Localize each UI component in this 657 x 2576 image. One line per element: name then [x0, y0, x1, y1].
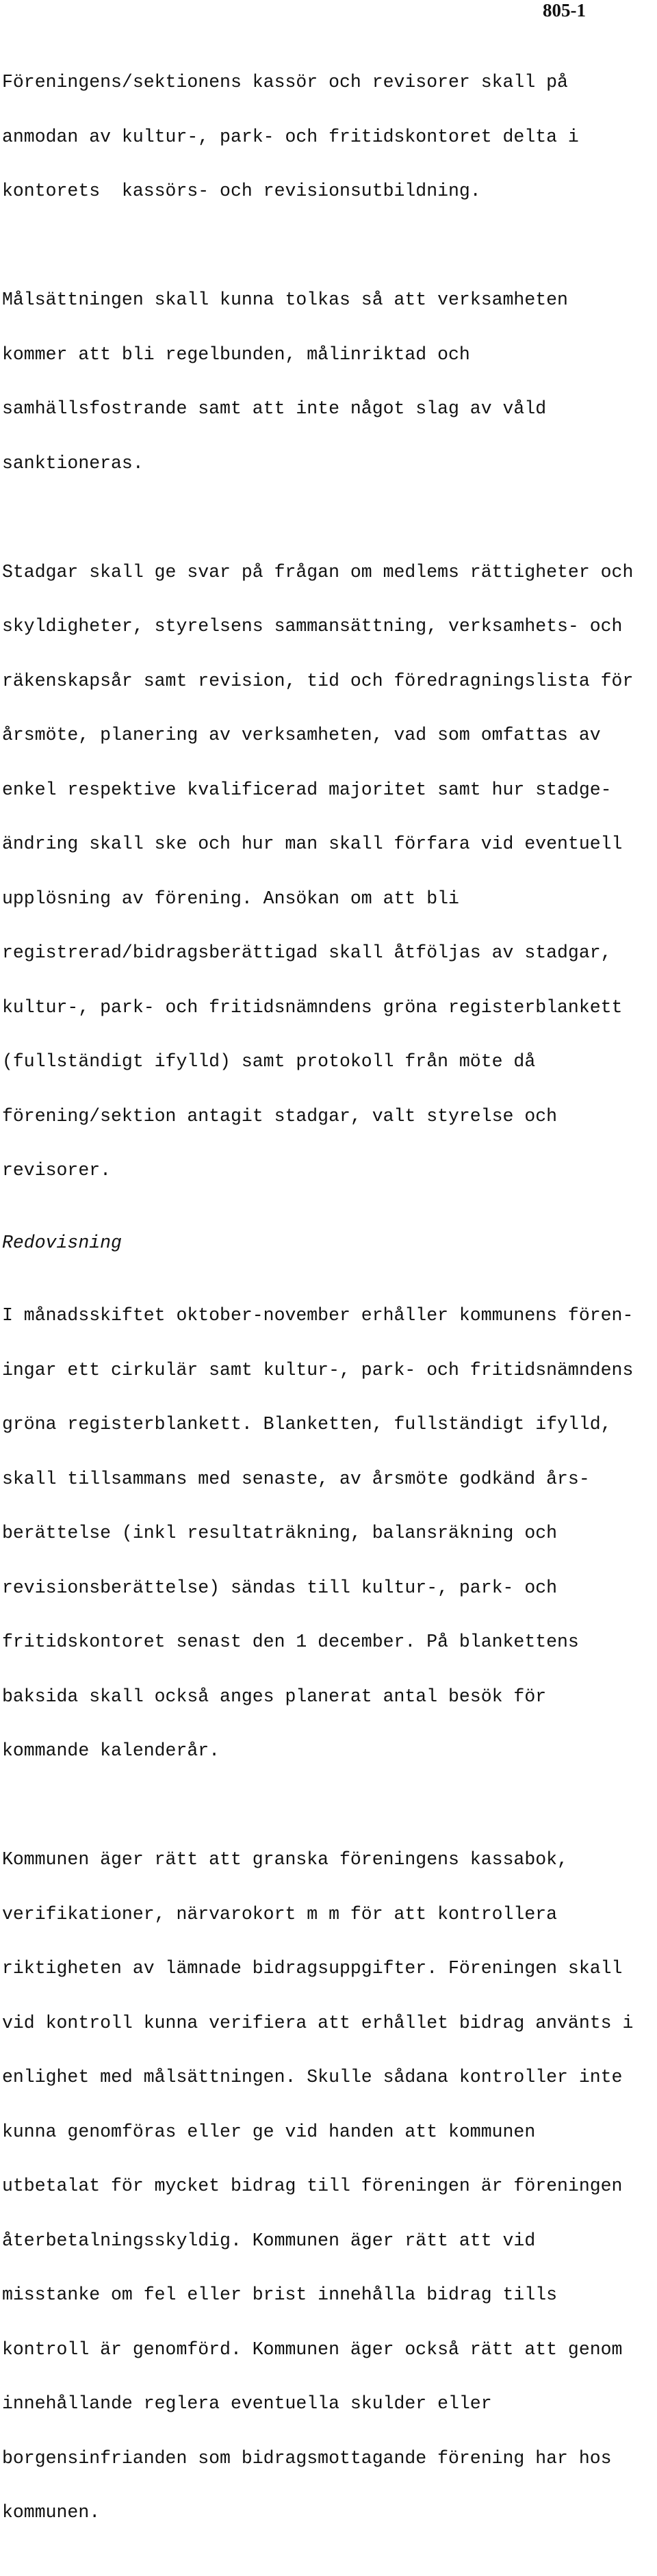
paragraph-stadgar [2, 527, 657, 1216]
text-line: upplösning av förening. Ansökan om att bli [2, 888, 459, 909]
text-line: misstanke om fel eller brist innehålla bidrag tills [2, 2284, 558, 2305]
document-body [2, 37, 657, 2576]
text-line: anmodan av kultur-, park- och fritidskontoret delta i [2, 126, 579, 147]
text-line: Kommunen äger rätt att granska föreningens kassabok, [2, 1849, 568, 1870]
page-number: 805-1 [543, 0, 586, 21]
text-line: samhällsfostrande samt att inte något slag av våld [2, 398, 547, 419]
text-line: kommunen. [2, 2502, 101, 2523]
text-line: baksida skall också anges planerat antal besök för [2, 1686, 547, 1707]
text-line: I månadsskiftet oktober-november erhåller kommunens fören- [2, 1305, 634, 1326]
text-line: fritidskontoret senast den 1 december. På blankettens [2, 1632, 579, 1652]
paragraph-malsattning [2, 255, 657, 508]
text-line: revisionsberättelse) sändas till kultur-, park- och [2, 1577, 558, 1598]
text-line: ändring skall ske och hur man skall förfara vid eventuell [2, 834, 623, 854]
text-line: ingar ett cirkulär samt kultur-, park- och fritidsnämndens [2, 1359, 634, 1380]
paragraph-redovisning [2, 1270, 657, 1796]
text-line: enlighet med målsättningen. Skulle sådana kontroller inte [2, 2067, 623, 2087]
text-line: vid kontroll kunna verifiera att erhållet bidrag använts i [2, 2012, 634, 2033]
text-line: kunna genomföras eller ge vid handen att kommunen [2, 2121, 536, 2142]
text-line: förening/sektion antagit stadgar, valt styrelse och [2, 1105, 558, 1126]
text-line: skall tillsammans med senaste, av årsmöte godkänd års- [2, 1468, 590, 1489]
text-line: kommande kalenderår. [2, 1740, 220, 1761]
text-line: (fullständigt ifylld) samt protokoll från möte då [2, 1051, 536, 1072]
text-line: enkel respektive kvalificerad majoritet samt hur stadge- [2, 779, 612, 800]
text-line: innehållande reglera eventuella skulder eller [2, 2393, 492, 2414]
text-line: kultur-, park- och fritidsnämndens gröna registerblankett [2, 996, 623, 1018]
text-line: årsmöte, planering av verksamheten, vad som omfattas av [2, 725, 601, 745]
text-line: räkenskapsår samt revision, tid och föredragningslista för [2, 670, 634, 691]
text-line: borgensinfrianden som bidragsmottagande förening har hos [2, 2447, 612, 2469]
text-line: Målsättningen skall kunna tolkas så att verksamheten [2, 289, 568, 310]
text-line: skyldigheter, styrelsens sammansättning, verksamhets- och [2, 616, 623, 636]
text-line: återbetalningsskyldig. Kommunen äger rätt att vid [2, 2230, 536, 2251]
text-line: kontorets kassörs- och revisionsutbildning. [2, 181, 481, 201]
text-line: kommer att bli regelbunden, målinriktad och [2, 344, 470, 365]
text-line: berättelse (inkl resultaträkning, balansräkning och [2, 1523, 558, 1543]
text-line: verifikationer, närvarokort m m för att kontrollera [2, 1903, 558, 1924]
text-line: utbetalat för mycket bidrag till föreningen är föreningen [2, 2176, 623, 2196]
paragraph-kassor-utbildning [2, 37, 657, 237]
text-line: gröna registerblankett. Blanketten, fullständigt ifylld, [2, 1414, 612, 1434]
text-line: Stadgar skall ge svar på frågan om medlems rättigheter och [2, 561, 634, 582]
text-line: Föreningens/sektionens kassör och revisorer skall på [2, 72, 568, 92]
section-heading-redovisning: Redovisning [2, 1233, 122, 1253]
paragraph-kontroll [2, 1814, 657, 2558]
text-line: registrerad/bidragsberättigad skall åtföljas av stadgar, [2, 942, 612, 963]
text-line: riktigheten av lämnade bidragsuppgifter. Föreningen skall [2, 1958, 623, 1979]
text-line: revisorer. [2, 1160, 112, 1181]
text-line: sanktioneras. [2, 452, 144, 474]
text-line: kontroll är genomförd. Kommunen äger också rätt att genom [2, 2339, 623, 2360]
